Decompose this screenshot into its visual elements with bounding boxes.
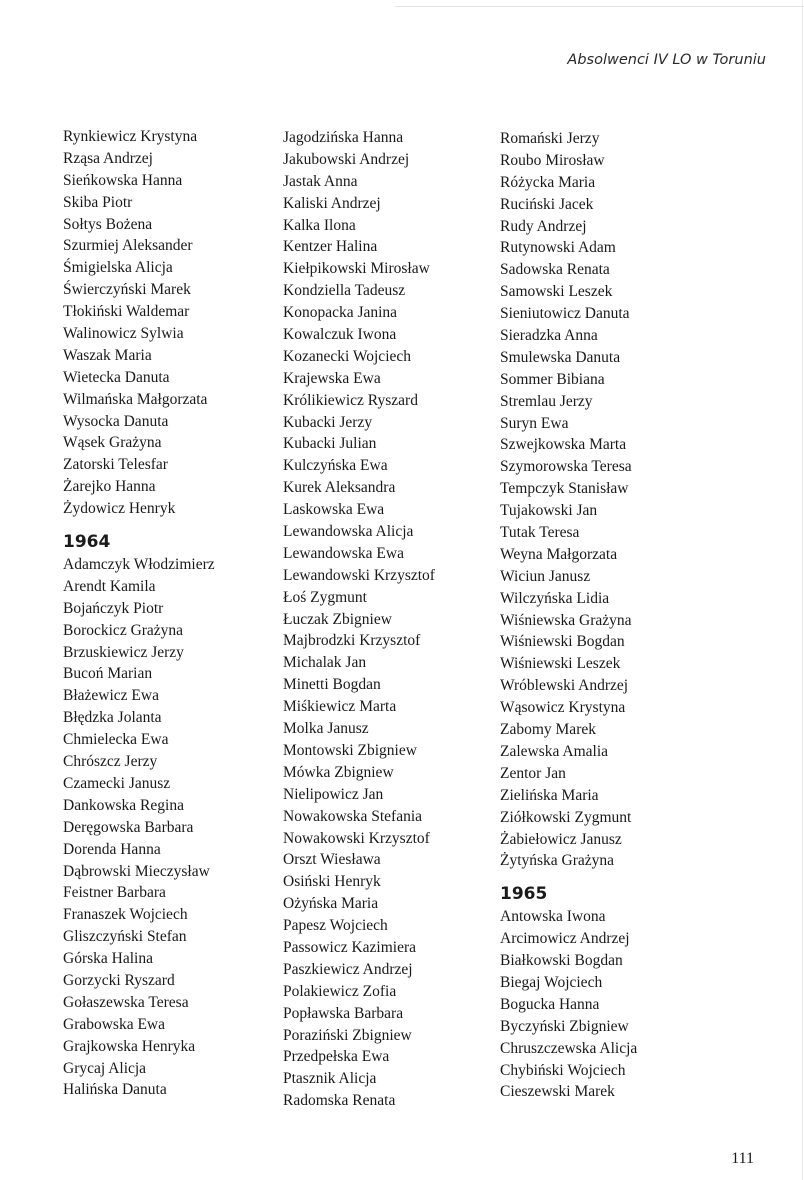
graduate-name: Michalak Jan	[283, 654, 367, 672]
graduate-name: Białkowski Bogdan	[500, 952, 623, 970]
graduate-name: Rudy Andrzej	[500, 217, 587, 235]
graduate-name: Rutynowski Adam	[500, 239, 616, 257]
graduate-name: Różycka Maria	[500, 173, 596, 191]
graduate-name: Sieniutowicz Danuta	[500, 305, 630, 323]
graduate-name: Kondziella Tadeusz	[283, 282, 406, 300]
graduate-name: Grycaj Alicja	[63, 1059, 147, 1077]
graduate-name: Świerczyński Marek	[63, 281, 191, 299]
graduate-name: Bucoń Marian	[63, 665, 153, 683]
graduate-name: Wiśniewski Leszek	[500, 655, 621, 673]
graduate-name: Cieszewski Marek	[500, 1083, 615, 1101]
graduate-name: Sołtys Bożena	[63, 215, 153, 233]
graduate-name: Królikiewicz Ryszard	[283, 391, 418, 409]
graduate-name: Wróblewski Andrzej	[500, 677, 629, 695]
graduate-name: Ptasznik Alicja	[283, 1070, 377, 1088]
page-edge-rule	[802, 0, 803, 1180]
graduate-name: Lewandowska Ewa	[283, 544, 404, 562]
graduate-name: Montowski Zbigniew	[283, 741, 417, 759]
graduate-name: Smulewska Danuta	[500, 348, 621, 366]
graduate-name: Dankowska Regina	[63, 796, 184, 814]
graduate-name: Błażewicz Ewa	[63, 687, 159, 705]
graduate-name: Borockicz Grażyna	[63, 621, 184, 639]
page-number: 111	[731, 1150, 754, 1167]
graduate-name: Popławska Barbara	[283, 1004, 404, 1022]
graduate-name: Paszkiewicz Andrzej	[283, 960, 413, 978]
graduate-name: Zatorski Telesfar	[63, 456, 168, 474]
graduate-name: Roubo Mirosław	[500, 151, 605, 169]
graduate-name: Zalewska Amalia	[500, 742, 609, 760]
graduate-name: Wilczyńska Lidia	[500, 589, 610, 607]
graduate-name: Kulczyńska Ewa	[283, 457, 388, 475]
graduate-name: Tujakowski Jan	[500, 502, 598, 520]
graduate-name: Arendt Kamila	[63, 577, 156, 595]
graduate-name: Stremlau Jerzy	[500, 392, 593, 410]
graduate-name: Lewandowski Krzysztof	[283, 566, 435, 584]
graduate-name: Ziółkowski Zygmunt	[500, 808, 632, 826]
year-heading: 1964	[63, 532, 111, 553]
graduate-name: Halińska Danuta	[63, 1081, 167, 1099]
graduate-name: Wiciun Janusz	[500, 567, 591, 585]
graduate-name: Molka Janusz	[283, 720, 369, 738]
graduate-name: Biegaj Wojciech	[500, 973, 603, 991]
graduate-name: Gołaszewska Teresa	[63, 993, 189, 1011]
graduate-name: Sommer Bibiana	[500, 370, 605, 388]
graduate-name: Chrószcz Jerzy	[63, 753, 158, 771]
graduate-name: Sadowska Renata	[500, 261, 610, 279]
graduate-name: Mówka Zbigniew	[283, 763, 394, 781]
graduate-name: Żarejko Hanna	[63, 478, 156, 496]
graduate-name: Kubacki Jerzy	[283, 413, 373, 431]
name-column-2	[283, 127, 435, 1112]
graduate-name: Nowakowski Krzysztof	[283, 829, 430, 847]
graduate-name: Górska Halina	[63, 950, 153, 968]
graduate-name: Bojańczyk Piotr	[63, 599, 164, 617]
graduate-name: Nowakowska Stefania	[283, 807, 423, 825]
graduate-name: Rząsa Andrzej	[63, 149, 153, 167]
graduate-name: Żytyńska Grażyna	[500, 852, 615, 870]
graduate-name: Zabomy Marek	[500, 721, 596, 739]
graduate-name: Dąbrowski Mieczysław	[63, 862, 210, 880]
graduate-name: Wąsowicz Krystyna	[500, 699, 626, 717]
graduate-name: Feistner Barbara	[63, 884, 166, 902]
graduate-name: Lewandowska Alicja	[283, 523, 414, 541]
graduate-name: Błędzka Jolanta	[63, 709, 162, 727]
graduate-name: Adamczyk Włodzimierz	[63, 556, 215, 574]
graduate-name: Jakubowski Andrzej	[283, 150, 410, 168]
graduate-name: Jastak Anna	[283, 172, 358, 190]
graduate-name: Żabiełowicz Janusz	[500, 830, 622, 848]
graduate-name: Kurek Aleksandra	[283, 479, 396, 497]
graduate-name: Wilmańska Małgorzata	[63, 390, 208, 408]
graduate-name: Bogucka Hanna	[500, 995, 600, 1013]
graduate-name: Szurmiej Aleksander	[63, 237, 193, 255]
graduate-name: Szymorowska Teresa	[500, 458, 632, 476]
graduate-name: Kowalczuk Iwona	[283, 326, 397, 344]
graduate-name: Kalka Ilona	[283, 216, 356, 234]
graduate-name: Franaszek Wojciech	[63, 906, 188, 924]
graduate-name: Tłokiński Waldemar	[63, 303, 190, 321]
graduate-name: Przedpełska Ewa	[283, 1048, 390, 1066]
top-rule	[395, 6, 804, 7]
graduate-name: Byczyński Zbigniew	[500, 1017, 629, 1035]
graduate-name: Polakiewicz Zofia	[283, 982, 397, 1000]
graduate-name: Zentor Jan	[500, 764, 566, 782]
name-column-1	[63, 126, 215, 1101]
graduate-name: Kentzer Halina	[283, 238, 378, 256]
graduate-name: Nielipowicz Jan	[283, 785, 384, 803]
graduate-name: Orszt Wiesława	[283, 851, 381, 869]
graduate-name: Brzuskiewicz Jerzy	[63, 643, 184, 661]
graduate-name: Wiśniewska Grażyna	[500, 611, 632, 629]
graduate-name: Łoś Zygmunt	[283, 588, 367, 606]
graduate-name: Walinowicz Sylwia	[63, 325, 184, 343]
graduate-name: Kozanecki Wojciech	[283, 347, 412, 365]
graduate-name: Radomska Renata	[283, 1092, 396, 1110]
graduate-name: Deręgowska Barbara	[63, 818, 194, 836]
graduate-name: Weyna Małgorzata	[500, 545, 618, 563]
graduate-name: Arcimowicz Andrzej	[500, 930, 630, 948]
graduate-name: Samowski Leszek	[500, 283, 613, 301]
graduate-name: Poraziński Zbigniew	[283, 1026, 412, 1044]
graduate-name: Sieradzka Anna	[500, 327, 598, 345]
year-heading: 1965	[500, 884, 548, 905]
graduate-name: Kiełpikowski Mirosław	[283, 260, 430, 278]
graduate-name: Chybiński Wojciech	[500, 1061, 626, 1079]
graduate-name: Zielińska Maria	[500, 786, 599, 804]
graduate-name: Wietecka Danuta	[63, 368, 170, 386]
graduate-name: Wąsek Grażyna	[63, 434, 162, 452]
graduate-name: Kaliski Andrzej	[283, 194, 381, 212]
graduate-name: Waszak Maria	[63, 346, 152, 364]
graduate-name: Rynkiewicz Krystyna	[63, 128, 198, 145]
graduate-name: Passowicz Kazimiera	[283, 938, 416, 956]
graduate-name: Gorzycki Ryszard	[63, 971, 175, 989]
graduate-name: Papesz Wojciech	[283, 917, 388, 935]
graduate-name: Romański Jerzy	[500, 130, 600, 147]
graduate-name: Sieńkowska Hanna	[63, 171, 183, 189]
graduate-name: Gliszczyński Stefan	[63, 928, 187, 946]
graduate-name: Śmigielska Alicja	[63, 259, 173, 277]
name-column-3	[500, 128, 637, 1103]
graduate-name: Chmielecka Ewa	[63, 731, 169, 749]
graduate-name: Krajewska Ewa	[283, 369, 381, 387]
running-head: Absolwenci IV LO w Toruniu	[567, 52, 766, 68]
graduate-name: Dorenda Hanna	[63, 840, 161, 858]
graduate-name: Żydowicz Henryk	[63, 500, 176, 518]
graduate-name: Ruciński Jacek	[500, 195, 594, 213]
graduate-name: Grabowska Ewa	[63, 1015, 166, 1033]
graduate-name: Czamecki Janusz	[63, 774, 171, 792]
graduate-name: Majbrodzki Krzysztof	[283, 632, 421, 650]
graduate-name: Kubacki Julian	[283, 435, 377, 453]
graduate-name: Miśkiewicz Marta	[283, 698, 397, 716]
graduate-name: Tempczyk Stanisław	[500, 480, 629, 498]
graduate-name: Antowska Iwona	[500, 908, 606, 926]
graduate-name: Wysocka Danuta	[63, 412, 169, 430]
graduate-name: Ożyńska Maria	[283, 895, 379, 913]
graduate-name: Suryn Ewa	[500, 414, 569, 432]
graduate-name: Konopacka Janina	[283, 304, 398, 322]
graduate-name: Tutak Teresa	[500, 524, 580, 542]
graduate-name: Łuczak Zbigniew	[283, 610, 392, 628]
graduate-name: Grajkowska Henryka	[63, 1037, 196, 1055]
graduate-name: Jagodzińska Hanna	[283, 129, 404, 146]
graduate-name: Wiśniewski Bogdan	[500, 633, 625, 651]
graduate-name: Osiński Henryk	[283, 873, 381, 891]
graduate-name: Chruszczewska Alicja	[500, 1039, 638, 1057]
graduate-name: Szwejkowska Marta	[500, 436, 627, 454]
graduate-name: Laskowska Ewa	[283, 501, 385, 519]
graduate-name: Skiba Piotr	[63, 193, 133, 211]
graduate-name: Minetti Bogdan	[283, 676, 381, 694]
